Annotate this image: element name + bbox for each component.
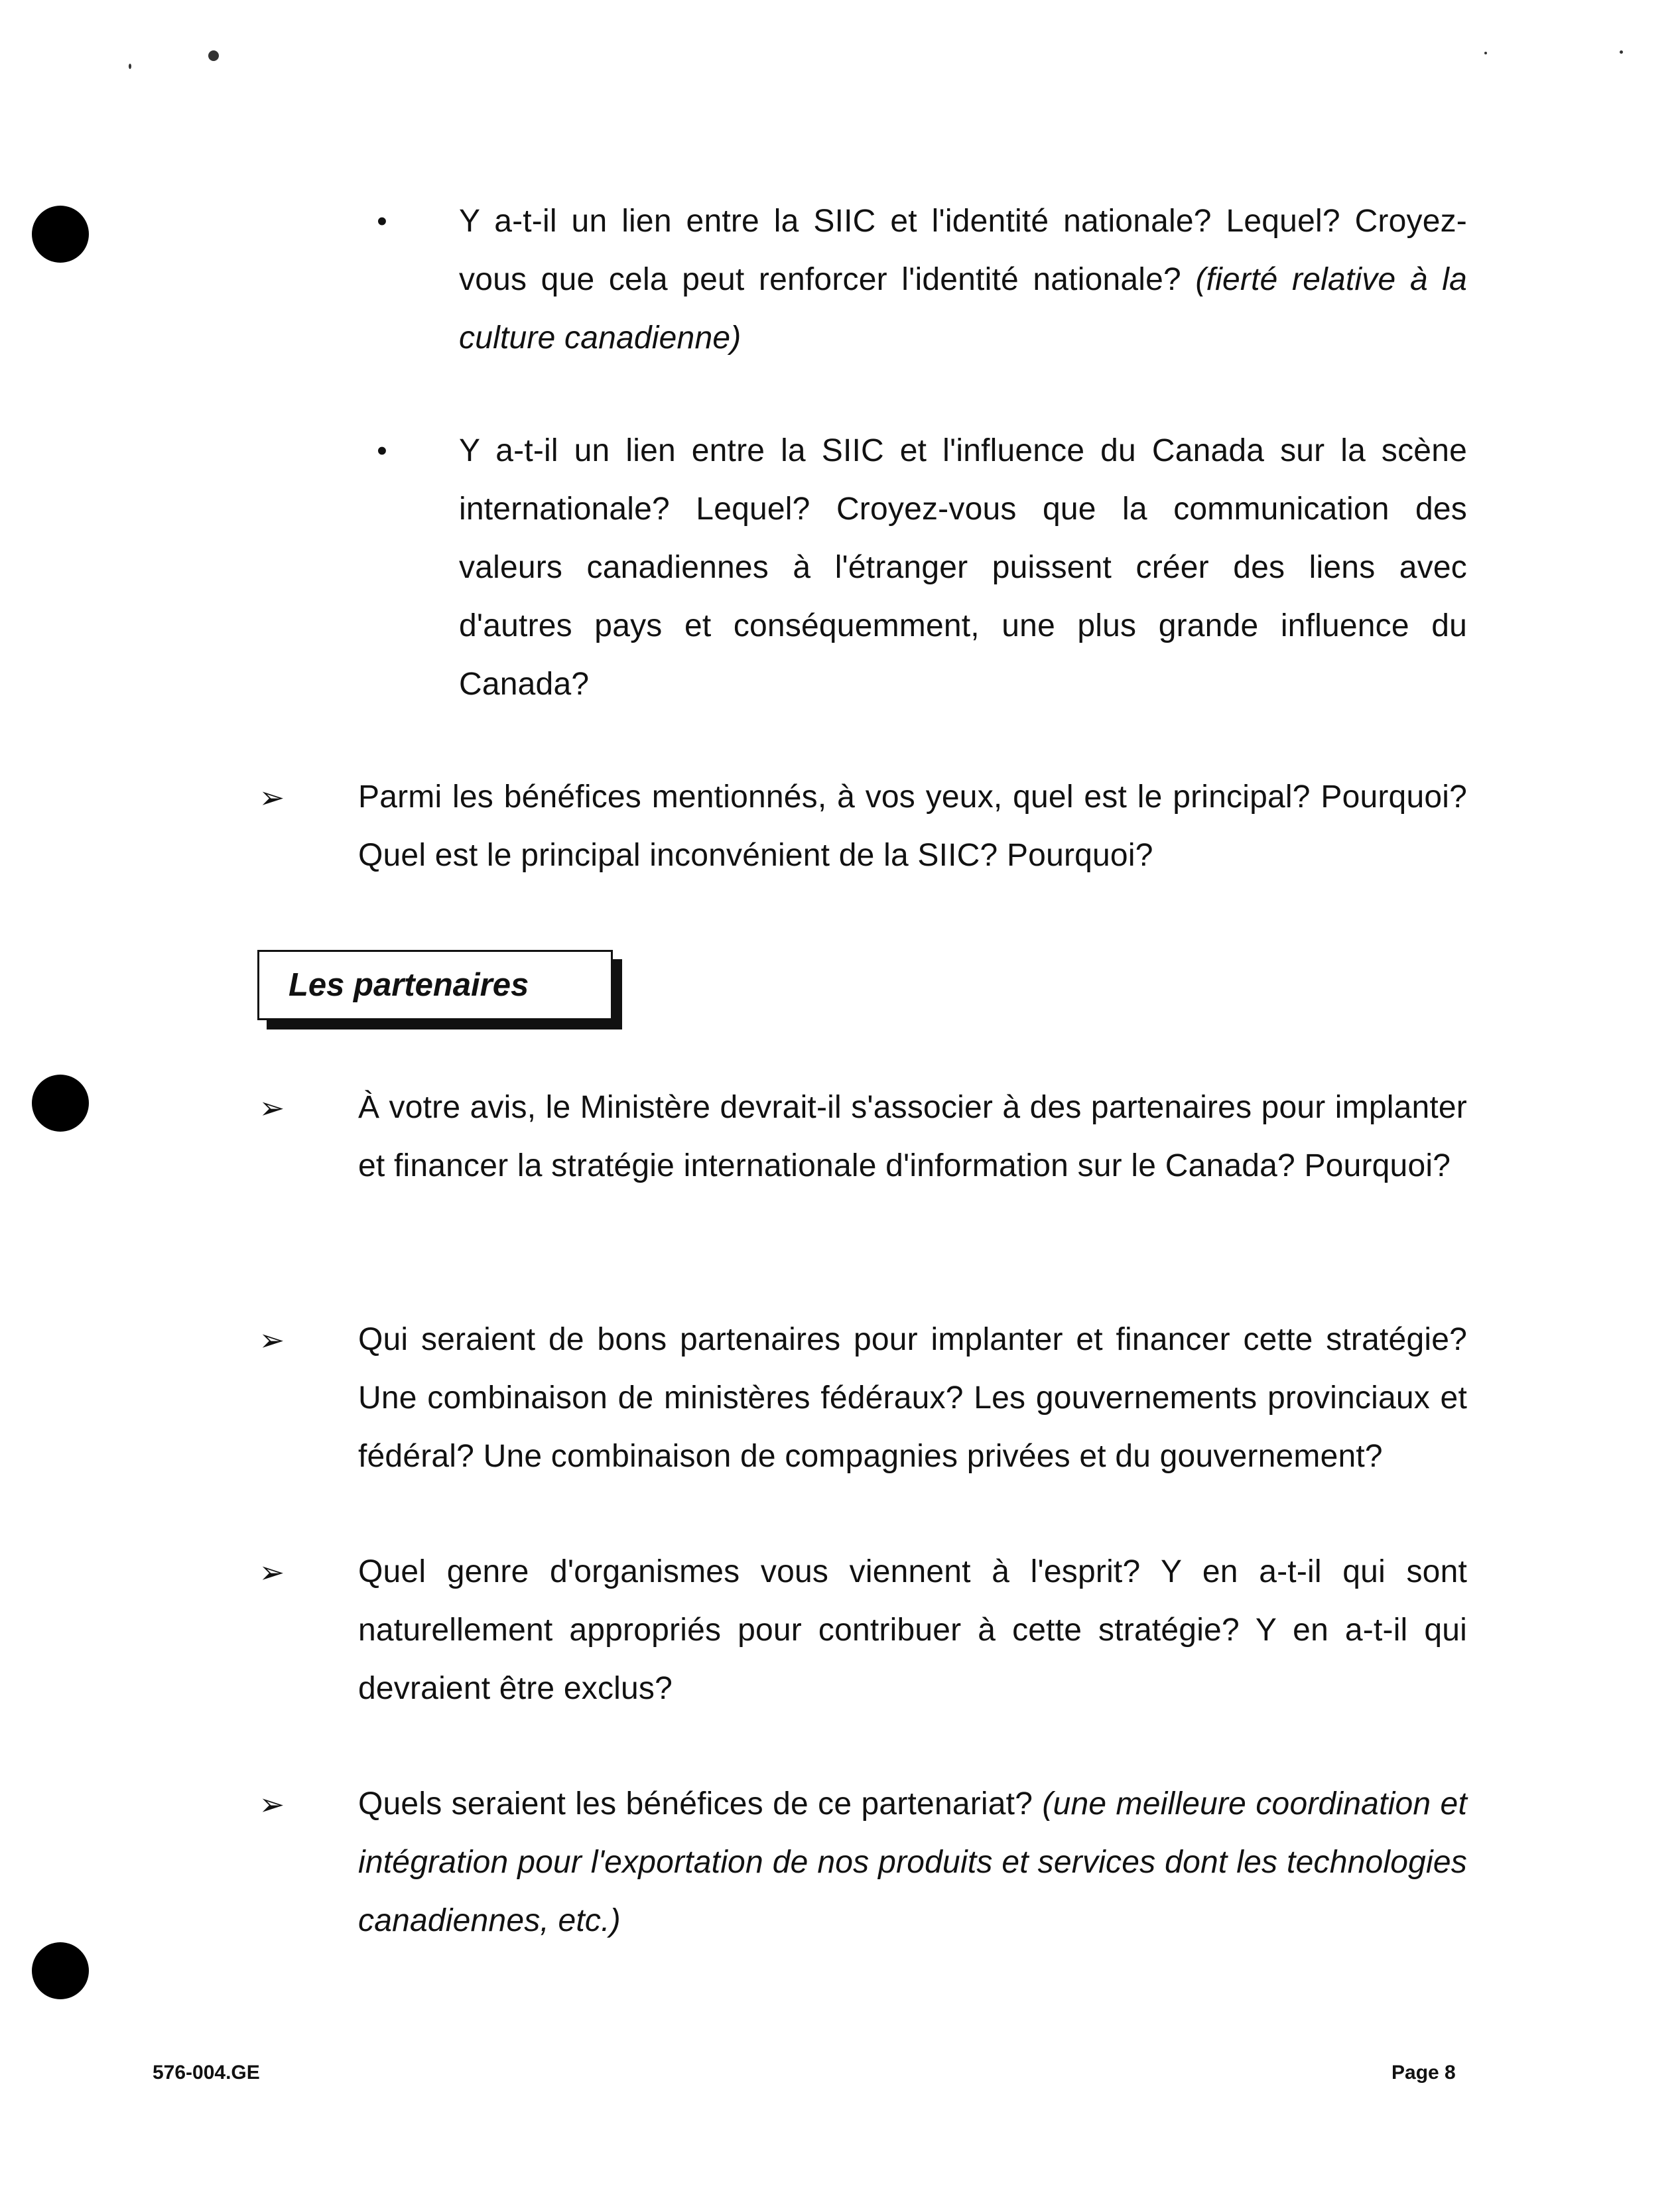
arrow-list-item xyxy=(259,1311,1467,1486)
arrow-list-item xyxy=(259,1079,1467,1195)
arrow-bullet-icon: ➢ xyxy=(259,1090,285,1126)
arrow-bullet-icon: ➢ xyxy=(259,1322,285,1358)
binder-hole-bottom xyxy=(32,1942,89,1999)
binder-hole-top xyxy=(32,206,89,263)
scan-speck xyxy=(1620,50,1623,54)
bullet-italic-note: (fierté relative à la culture canadienne) xyxy=(459,262,1467,356)
bullet-text: Y a-t-il un lien entre la SIIC et l'identité nationale? Lequel? Croyez-vous que cela peut renforcer l'identité nationale? (fierté relative à la culture canadienne) xyxy=(459,204,1467,356)
arrow-bullet-icon: ➢ xyxy=(259,1554,285,1590)
arrow-bullet-icon: ➢ xyxy=(259,779,285,815)
arrow-item-text: Parmi les bénéfices mentionnés, à vos yeux, quel est le principal? Pourquoi? Quel est le principal inconvénient de la SIIC? Pourquoi? xyxy=(358,779,1467,873)
binder-hole-middle xyxy=(32,1075,89,1132)
scan-speck xyxy=(129,64,131,69)
bullet-marker: • xyxy=(377,205,387,237)
arrow-item-text: Quels seraient les bénéfices de ce partenariat? (une meilleure coordination et intégration pour l'exportation de nos produits et services dont les technologies canadiennes, etc.) xyxy=(358,1786,1467,1938)
arrow-bullet-icon: ➢ xyxy=(259,1786,285,1822)
bullet-item xyxy=(377,422,1467,714)
arrow-item-text: Qui seraient de bons partenaires pour implanter et financer cette stratégie? Une combinaison de ministères fédéraux? Les gouvernements provinciaux et fédéral? Une combinaison de compagnies privées et du gouvernement? xyxy=(358,1322,1467,1474)
arrow-item-text: À votre avis, le Ministère devrait-il s'associer à des partenaires pour implanter et financer la stratégie internationale d'information sur le Canada? Pourquoi? xyxy=(358,1090,1467,1183)
section-heading-box xyxy=(257,950,613,1020)
footer-document-code: 576-004.GE xyxy=(153,2062,260,2084)
section-title: Les partenaires xyxy=(289,967,529,1003)
arrow-item-italic-note: (une meilleure coordination et intégration pour l'exportation de nos produits et services dont les technologies canadiennes, etc.) xyxy=(358,1786,1467,1938)
arrow-list-item xyxy=(259,1543,1467,1718)
scan-speck xyxy=(1484,52,1487,54)
bullet-item xyxy=(377,192,1467,367)
bullet-text: Y a-t-il un lien entre la SIIC et l'influence du Canada sur la scène internationale? Lequel? Croyez-vous que la communication des valeurs canadiennes à l'étranger puissent créer des liens avec d'autres pays et conséquemment, une plus grande influence du Canada? xyxy=(459,433,1467,702)
arrow-list-item xyxy=(259,1775,1467,1950)
footer-page-number: Page 8 xyxy=(1391,2062,1456,2084)
arrow-item-text: Quel genre d'organismes vous viennent à l'esprit? Y en a-t-il qui sont naturellement appropriés pour contribuer à cette stratégie? Y en a-t-il qui devraient être exclus? xyxy=(358,1554,1467,1706)
scan-speck xyxy=(208,50,219,61)
bullet-marker: • xyxy=(377,434,387,467)
arrow-list-item xyxy=(259,768,1467,885)
